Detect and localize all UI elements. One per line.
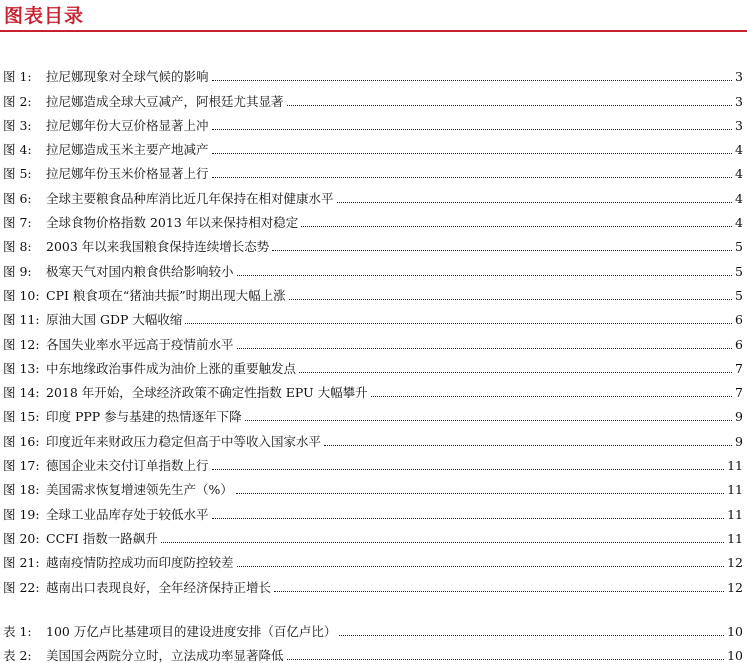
- entry-page-number: 3: [735, 93, 743, 109]
- entry-label: 图 6:: [3, 190, 32, 206]
- entry-page-number: 5: [735, 239, 743, 255]
- entry-title: 拉尼娜年份玉米价格显著上行: [46, 166, 209, 182]
- entry-title: 中东地缘政治事件成为油价上涨的重要触发点: [46, 360, 297, 376]
- dot-leader: [371, 395, 732, 397]
- figure-entry[interactable]: [0, 181, 745, 205]
- entry-page-number: 11: [727, 506, 743, 522]
- entry-page-number: 11: [727, 458, 743, 474]
- table-list: [0, 615, 745, 663]
- page-title: 图表目录: [4, 5, 85, 27]
- entry-label: 图 14:: [3, 385, 40, 401]
- entry-label: 图 21:: [3, 555, 40, 571]
- dot-leader: [212, 468, 725, 470]
- dot-leader: [245, 419, 732, 421]
- dot-leader: [237, 347, 733, 349]
- dot-leader: [289, 298, 732, 300]
- figure-entry[interactable]: [0, 230, 745, 254]
- figure-entry[interactable]: [0, 449, 745, 473]
- entry-title: 印度近年来财政压力稳定但高于中等收入国家水平: [46, 433, 322, 449]
- entry-label: 图 12:: [3, 336, 40, 352]
- dot-leader: [185, 322, 732, 324]
- entry-page-number: 9: [735, 409, 743, 425]
- entry-label: 图 7:: [3, 215, 32, 231]
- dot-leader: [161, 541, 724, 543]
- entry-title: CPI 粮食项在“猪油共振”时期出现大幅上涨: [46, 287, 286, 303]
- entry-page-number: 7: [735, 385, 743, 401]
- entry-title: 极寒天气对国内粮食供给影响较小: [46, 263, 234, 279]
- dot-leader: [287, 658, 725, 660]
- entry-page-number: 5: [735, 263, 743, 279]
- entry-page-number: 11: [727, 482, 743, 498]
- entry-label: 图 1:: [3, 69, 32, 85]
- entry-title: 美国需求恢复增速领先生产（%）: [46, 482, 233, 498]
- entry-title: 越南出口表现良好，全年经济保持正增长: [46, 579, 272, 595]
- entry-page-number: 4: [735, 142, 743, 158]
- dot-leader: [212, 517, 725, 519]
- figure-entry[interactable]: [0, 303, 745, 327]
- entry-title: 2003 年以来我国粮食保持连续增长态势: [46, 239, 270, 255]
- entry-label: 图 20:: [3, 530, 40, 546]
- entry-page-number: 4: [735, 166, 743, 182]
- entry-label: 表 2:: [3, 648, 32, 663]
- entry-label: 图 4:: [3, 142, 32, 158]
- figure-entry[interactable]: [0, 254, 745, 278]
- figure-entry[interactable]: [0, 60, 745, 84]
- entry-label: 图 13:: [3, 360, 40, 376]
- entry-page-number: 3: [735, 117, 743, 133]
- entry-page-number: 10: [727, 648, 743, 663]
- entry-page-number: 11: [727, 530, 743, 546]
- entry-page-number: 6: [735, 336, 743, 352]
- figure-entry[interactable]: [0, 279, 745, 303]
- dot-leader: [339, 634, 724, 636]
- dot-leader: [236, 492, 724, 494]
- entry-label: 图 17:: [3, 458, 40, 474]
- figure-entry[interactable]: [0, 327, 745, 351]
- entry-title: 拉尼娜造成玉米主要产地减产: [46, 142, 209, 158]
- entry-page-number: 5: [735, 287, 743, 303]
- dot-leader: [212, 152, 733, 154]
- dot-leader: [337, 201, 733, 203]
- entry-label: 图 15:: [3, 409, 40, 425]
- entry-title: 拉尼娜造成全球大豆减产，阿根廷尤其显著: [46, 93, 284, 109]
- figure-entry[interactable]: [0, 352, 745, 376]
- table-entry[interactable]: [0, 639, 745, 663]
- toc-list: [0, 60, 745, 663]
- entry-title: 各国失业率水平远高于疫情前水平: [46, 336, 234, 352]
- dot-leader: [212, 176, 733, 178]
- figure-entry[interactable]: [0, 570, 745, 594]
- entry-label: 图 18:: [3, 482, 40, 498]
- entry-label: 表 1:: [3, 623, 32, 639]
- dot-leader: [212, 79, 733, 81]
- figure-entry[interactable]: [0, 133, 745, 157]
- dot-leader: [237, 274, 733, 276]
- table-entry[interactable]: [0, 615, 745, 639]
- dot-leader: [301, 225, 732, 227]
- figure-entry[interactable]: [0, 473, 745, 497]
- entry-title: 全球工业品库存处于较低水平: [46, 506, 209, 522]
- figure-entry[interactable]: [0, 84, 745, 108]
- figure-entry[interactable]: [0, 424, 745, 448]
- entry-label: 图 2:: [3, 93, 32, 109]
- entry-label: 图 8:: [3, 239, 32, 255]
- figure-entry[interactable]: [0, 522, 745, 546]
- entry-label: 图 19:: [3, 506, 40, 522]
- entry-label: 图 22:: [3, 579, 40, 595]
- entry-page-number: 9: [735, 433, 743, 449]
- entry-title: 2018 年开始，全球经济政策不确定性指数 EPU 大幅攀升: [46, 385, 368, 401]
- dot-leader: [212, 128, 733, 130]
- entry-page-number: 3: [735, 69, 743, 85]
- entry-page-number: 4: [735, 190, 743, 206]
- entry-title: 拉尼娜年份大豆价格显著上冲: [46, 117, 209, 133]
- title-divider: [0, 30, 747, 32]
- entry-title: 印度 PPP 参与基建的热情逐年下降: [46, 409, 242, 425]
- entry-title: 原油大国 GDP 大幅收缩: [46, 312, 183, 328]
- figure-entry[interactable]: [0, 376, 745, 400]
- entry-page-number: 6: [735, 312, 743, 328]
- entry-title: 100 万亿卢比基建项目的建设进度安排（百亿卢比）: [46, 623, 337, 639]
- entry-page-number: 12: [727, 579, 743, 595]
- entry-title: 全球主要粮食品种库消比近几年保持在相对健康水平: [46, 190, 334, 206]
- entry-label: 图 5:: [3, 166, 32, 182]
- dot-leader: [272, 249, 732, 251]
- entry-label: 图 9:: [3, 263, 32, 279]
- dot-leader: [299, 371, 732, 373]
- figure-entry[interactable]: [0, 497, 745, 521]
- entry-title: 越南疫情防控成功而印度防控较差: [46, 555, 234, 571]
- entry-title: CCFI 指数一路飙升: [46, 530, 158, 546]
- dot-leader: [287, 104, 733, 106]
- section-gap: [0, 595, 745, 615]
- dot-leader: [274, 590, 724, 592]
- entry-title: 全球食物价格指数 2013 年以来保持相对稳定: [46, 215, 299, 231]
- dot-leader: [237, 565, 725, 567]
- figure-entry[interactable]: [0, 109, 745, 133]
- entry-page-number: 4: [735, 215, 743, 231]
- entry-title: 拉尼娜现象对全球气候的影响: [46, 69, 209, 85]
- figure-entry[interactable]: [0, 400, 745, 424]
- entry-page-number: 10: [727, 623, 743, 639]
- dot-leader: [324, 444, 732, 446]
- entry-title: 美国国会两院分立时，立法成功率显著降低: [46, 648, 284, 663]
- entry-title: 德国企业未交付订单指数上行: [46, 458, 209, 474]
- entry-label: 图 11:: [3, 312, 40, 328]
- figure-list: [0, 60, 745, 595]
- entry-page-number: 12: [727, 555, 743, 571]
- entry-label: 图 10:: [3, 287, 40, 303]
- entry-page-number: 7: [735, 360, 743, 376]
- figure-entry[interactable]: [0, 206, 745, 230]
- entry-label: 图 3:: [3, 117, 32, 133]
- figure-entry[interactable]: [0, 546, 745, 570]
- entry-label: 图 16:: [3, 433, 40, 449]
- figure-entry[interactable]: [0, 157, 745, 181]
